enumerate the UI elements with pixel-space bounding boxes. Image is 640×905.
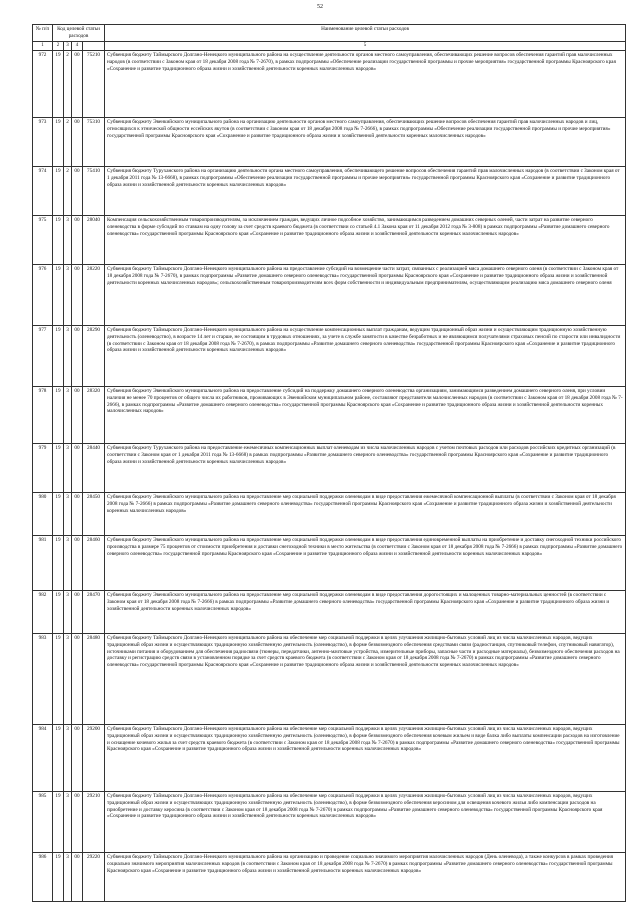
item-description: Субвенция бюджету Таймырского Долгано-Ненецкого муниципального района на обеспечение мер социальной поддержки в целях улучшения жилищно-бытовых условий лиц из числа малочисленных народов, ведущих традиционный образ жизни и осуществляющих традиционную хозяйственную деятельность (оленеводство), в форме безвозмездного обеспечения средствами связи (радиостанция, спутниковый телефон, спутниковый навигатор), источниками питания и оборудованием для обеспечения радиосвязи (тюнеры, передатчики, антенно-мачтовые устройства, измерительные приборы, запасные части и расходные материалы), безвозмездного обеспечения расходов на доставку и регистрацию средств связи в установленном порядке за счет средств краевого бюджета (в соответствии с Законом края от 18 декабря 2008 года № 7-2670) в рамках подпрограммы «Развитие домашнего северного оленеводства» государственной программы Красноярского края «Сохранение и развитие традиционного образа жизни и хозяйственной деятельности коренных малочисленных народов» [105, 634, 626, 725]
code-part-4: 28440 [83, 444, 105, 493]
item-description: Субвенция бюджету Таймырского Долгано-Ненецкого муниципального района на обеспечение мер социальной поддержки в целях улучшения жилищно-бытовых условий лиц из числа малочисленных народов, ведущих традиционный образ жизни и осуществляющих традиционную хозяйственную деятельность (оленеводство), в форме безвозмездного обеспечения кочевым жильем и виде балка либо выплаты компенсации расходов на изготовление и оснащение кочевого жилья за счет средств краевого бюджета (в соответствии с Законом края от 18 декабря 2008 года № 7-2670) в рамках подпрограммы «Развитие домашнего северного оленеводства» государственной программы Красноярского края «Сохранение и развитие традиционного образа жизни и хозяйственной деятельности коренных малочисленных народов» [105, 725, 626, 792]
row-number: 975 [33, 216, 53, 265]
code-part-3: 00 [72, 326, 83, 387]
code-part-4: 75210 [83, 51, 105, 118]
code-part-1: 19 [53, 536, 64, 591]
code-part-2: 3 [64, 387, 72, 444]
table-row [33, 326, 626, 387]
code-part-3: 00 [72, 792, 83, 853]
item-description: Субвенция бюджету Эвенкийского муниципального района на предоставление субсидий на поддержку домашнего северного оленеводства организациям, занимающимся разведением домашнего северного оленя, при условии наличия не менее 70 процентов от общего числа их работников, проживающих в Эвенкийском муниципальном районе, составляют представители малочисленных народов (в соответствии с Законом края от 18 декабря 2008 года № 7-2666), в рамках подпрограммы «Развитие домашнего северного оленеводства» государственной программы Красноярского края «Сохранение и развитие традиционного образа жизни и хозяйственной деятельности коренных малочисленных народов» [105, 387, 626, 444]
table-row [33, 634, 626, 725]
item-description: Субвенция бюджету Эвенкийского муниципального района на организацию деятельности органов местного самоуправления, обеспечивающих решение вопросов обеспечения гарантий прав малочисленных народов и лиц, относящихся к этнической общности ессейских якутов (в соответствии с Законом края от 18 декабря 2008 года № 7-2666), в рамках подпрограммы «Обеспечение реализации государственной программы и прочие мероприятия» государственной программы Красноярского края «Сохранение и развитие традиционного образа жизни и хозяйственной деятельности коренных малочисленных народов» [105, 118, 626, 167]
code-part-4: 28450 [83, 493, 105, 536]
row-number: 972 [33, 51, 53, 118]
code-part-1: 19 [53, 634, 64, 725]
table-row [33, 725, 626, 792]
code-part-3: 00 [72, 51, 83, 118]
column-index-3: 3 [64, 41, 72, 51]
code-part-4: 29210 [83, 792, 105, 853]
code-part-1: 19 [53, 493, 64, 536]
code-part-2: 3 [64, 591, 72, 634]
code-part-3: 00 [72, 265, 83, 326]
row-number: 983 [33, 634, 53, 725]
table-row [33, 792, 626, 853]
code-part-2: 3 [64, 216, 72, 265]
code-part-2: 3 [64, 536, 72, 591]
code-part-2: 2 [64, 167, 72, 216]
code-part-2: 3 [64, 265, 72, 326]
column-index-4: 4 [72, 41, 83, 51]
code-part-4: 29220 [83, 853, 105, 902]
code-part-3: 00 [72, 536, 83, 591]
table-body [33, 51, 626, 902]
item-description: Субвенция бюджету Туруханского района на организацию деятельности органа местного самоуправления, обеспечивающего решение вопросов обеспечения гарантий прав малочисленных народов (в соответствии с Законом края от 1 декабря 2011 года № 13-6668), в рамках подпрограммы «Обеспечение реализации государственной программы и прочие мероприятия» государственной программы Красноярского края «Сохранение и развитие традиционного образа жизни и хозяйственной деятельности коренных малочисленных народов» [105, 167, 626, 216]
code-part-2: 3 [64, 326, 72, 387]
column-index-1: 1 [33, 41, 53, 51]
code-part-3: 00 [72, 853, 83, 902]
code-part-3: 00 [72, 591, 83, 634]
code-part-1: 19 [53, 792, 64, 853]
table-row [33, 167, 626, 216]
code-part-4: 75410 [83, 167, 105, 216]
code-part-4: 28470 [83, 591, 105, 634]
code-part-1: 19 [53, 216, 64, 265]
row-number: 986 [33, 853, 53, 902]
table-row [33, 444, 626, 493]
row-number: 981 [33, 536, 53, 591]
code-part-4: 28480 [83, 634, 105, 725]
code-part-3: 00 [72, 634, 83, 725]
code-part-4: 75310 [83, 118, 105, 167]
code-part-3: 00 [72, 444, 83, 493]
item-description: Субвенция бюджету Таймырского Долгано-Ненецкого муниципального района на организацию и проведение социально значимого мероприятия малочисленных народов (День оленевода), а также конкурсов в рамках проведения социально значимого мероприятия малочисленных народов (в соответствии с Законом края от 18 декабря 2008 года № 7-2670) в рамках подпрограммы «Развитие домашнего северного оленеводства» государственной программы Красноярского края «Сохранение и развитие традиционного образа жизни и хозяйственной деятельности коренных малочисленных народов» [105, 853, 626, 902]
code-part-1: 19 [53, 326, 64, 387]
code-part-3: 00 [72, 725, 83, 792]
code-part-2: 3 [64, 725, 72, 792]
code-part-1: 19 [53, 853, 64, 902]
item-description: Субвенция бюджету Туруханского района на предоставление ежемесячных компенсационных выплат оленеводам из числа малочисленных народов с учетом почтовых расходов или расходов российских кредитных организаций (в соответствии с Законом края от 1 декабря 2011 года № 13-6668) в рамках подпрограммы «Развитие домашнего северного оленеводства» государственной программы Красноярского края «Сохранение и развитие традиционного образа жизни и хозяйственной деятельности коренных малочисленных народов» [105, 444, 626, 493]
item-description: Субвенция бюджету Эвенкийского муниципального района на предоставление мер социальной поддержки оленеводам в виде предоставления единовременной выплаты на приобретение и доставку снегоходной техники российского производства в размере 75 процентов от стоимости приобретения и доставки снегоходной техники в место жительства (в соответствии с Законом края от 18 декабря 2008 года № 7-2666) в рамках подпрограммы «Развитие домашнего северного оленеводства» государственной программы Красноярского края «Сохранение и развитие традиционного образа жизни и хозяйственной деятельности коренных малочисленных народов» [105, 536, 626, 591]
code-part-1: 19 [53, 444, 64, 493]
code-part-2: 2 [64, 51, 72, 118]
table-row [33, 853, 626, 902]
code-part-2: 3 [64, 792, 72, 853]
row-number: 976 [33, 265, 53, 326]
item-description: Субвенция бюджету Таймырского Долгано-Ненецкого муниципального района на предоставление субсидий на возмещение части затрат, связанных с реализацией мяса домашнего северного оленя (в соответствии с Законом края от 18 декабря 2008 года № 7-2670), в рамках подпрограммы «Развитие домашнего северного оленеводства» государственной программы Красноярского края «Сохранение и развитие традиционного образа жизни и хозяйственной деятельности коренных малочисленных народов»; сельскохозяйственным товаропроизводителям всех форм собственности и индивидуальным предпринимателям, осуществляющим реализацию мяса домашнего северного оленя [105, 265, 626, 326]
row-number: 980 [33, 493, 53, 536]
item-description: Субвенция бюджету Эвенкийского муниципального района на предоставление мер социальной поддержки оленеводам в виде предоставления дорогостоящих и малоценных товарно-материальных ценностей (в соответствии с Законом края от 18 декабря 2008 года № 7-2666) в рамках подпрограммы «Развитие домашнего северного оленеводства» государственной программы Красноярского края «Сохранение и развитие традиционного образа жизни и хозяйственной деятельности коренных малочисленных народов» [105, 591, 626, 634]
row-number: 973 [33, 118, 53, 167]
table-row [33, 51, 626, 118]
page-number: 52 [317, 4, 323, 10]
code-part-4: 28220 [83, 265, 105, 326]
code-part-1: 19 [53, 265, 64, 326]
row-number: 974 [33, 167, 53, 216]
item-description: Субвенция бюджету Таймырского Долгано-Ненецкого муниципального района на обеспечение мер социальной поддержки в целях улучшения жилищно-бытовых условий лиц из числа малочисленных народов, ведущих традиционный образ жизни и осуществляющих традиционную хозяйственную деятельность (оленеводство), в форме безвозмездного обеспечения керосином для освещения кочевого жилья либо компенсации расходов на приобретение и доставку керосина (в соответствии с Законом края от 18 декабря 2008 года № 7-2670) в рамках подпрограммы «Развитие домашнего северного оленеводства» государственной программы Красноярского края «Сохранение и развитие традиционного образа жизни и хозяйственной деятельности коренных малочисленных народов» [105, 792, 626, 853]
code-part-4: 28290 [83, 326, 105, 387]
row-number: 985 [33, 792, 53, 853]
row-number: 984 [33, 725, 53, 792]
code-part-1: 19 [53, 167, 64, 216]
table-row [33, 591, 626, 634]
code-part-1: 19 [53, 118, 64, 167]
column-index-5: 5 [105, 41, 626, 51]
item-description: Субвенция бюджету Эвенкийского муниципального района на предоставление мер социальной поддержки оленеводам в виде предоставления ежемесячной компенсационной выплаты (в соответствии с Законом края от 18 декабря 2008 года № 7-2666) в рамках подпрограммы «Развитие домашнего северного оленеводства» государственной программы Красноярского края «Сохранение и развитие традиционного образа жизни и хозяйственной деятельности коренных малочисленных народов» [105, 493, 626, 536]
column-header-number: № п/п [33, 25, 53, 42]
table-row [33, 387, 626, 444]
row-number: 982 [33, 591, 53, 634]
code-part-1: 19 [53, 591, 64, 634]
code-part-1: 19 [53, 51, 64, 118]
column-index-blank [83, 41, 105, 51]
table-row [33, 536, 626, 591]
table-row [33, 493, 626, 536]
code-part-2: 3 [64, 634, 72, 725]
item-description: Компенсация сельскохозяйственным товаропроизводителям, за исключением граждан, ведущих личное подсобное хозяйство, занимающимся разведением домашних северных оленей, части затрат на развитие северного оленеводства в форме субсидий по ставкам на одну голову за счет средств краевого бюджета (в соответствии со статьей 4.1 Закона края от 11 декабря 2012 года № 3-808) в рамках подпрограммы «Развитие домашнего северного оленеводства» государственной программы Красноярского края «Сохранение и развитие традиционного образа жизни и хозяйственной деятельности коренных малочисленных народов» [105, 216, 626, 265]
row-number: 979 [33, 444, 53, 493]
code-part-2: 3 [64, 493, 72, 536]
column-header-name: Наименование целевой статьи расходов [105, 25, 626, 42]
code-part-3: 00 [72, 167, 83, 216]
table-row [33, 265, 626, 326]
code-part-3: 00 [72, 216, 83, 265]
code-part-4: 28460 [83, 536, 105, 591]
row-number: 978 [33, 387, 53, 444]
code-part-3: 00 [72, 118, 83, 167]
code-part-1: 19 [53, 387, 64, 444]
item-description: Субвенция бюджету Таймырского Долгано-Ненецкого муниципального района на осуществление компенсационных выплат гражданам, ведущим традиционный образ жизни и осуществляющим традиционную хозяйственную деятельность (оленеводство), в возрасте 14 лет и старше, не состоящим в трудовых отношениях, за учете в службе занятости в качестве безработных и не являющимся получателями страховых пенсий по старости или инвалидности (в соответствии с Законом края от 18 декабря 2008 года № 7-2670), в рамках подпрограммы «Развитие домашнего северного оленеводства» государственной программы Красноярского края «Сохранение и развитие традиционного образа жизни и хозяйственной деятельности коренных малочисленных народов» [105, 326, 626, 387]
code-part-2: 2 [64, 118, 72, 167]
table-row [33, 118, 626, 167]
target-items-table [32, 24, 626, 902]
code-part-2: 3 [64, 444, 72, 493]
item-description: Субвенция бюджету Таймырского Долгано-Ненецкого муниципального района на осуществление деятельности органов местного самоуправления, обеспечивающих решение вопросов обеспечения гарантий прав малочисленных народов (в соответствии с Законом края от 18 декабря 2008 года № 7-2670), в рамках подпрограммы «Обеспечение реализации государственной программы и прочие мероприятия» государственной программы Красноярского края «Сохранение и развитие традиционного образа жизни и хозяйственной деятельности коренных малочисленных народов» [105, 51, 626, 118]
row-number: 977 [33, 326, 53, 387]
column-index-2: 2 [53, 41, 64, 51]
code-part-4: 28320 [83, 387, 105, 444]
code-part-1: 19 [53, 725, 64, 792]
code-part-4: 28040 [83, 216, 105, 265]
table-row [33, 216, 626, 265]
code-part-3: 00 [72, 493, 83, 536]
code-part-2: 3 [64, 853, 72, 902]
code-part-3: 00 [72, 387, 83, 444]
column-header-code: Код целевой статьи расходов [53, 25, 105, 42]
code-part-4: 29200 [83, 725, 105, 792]
